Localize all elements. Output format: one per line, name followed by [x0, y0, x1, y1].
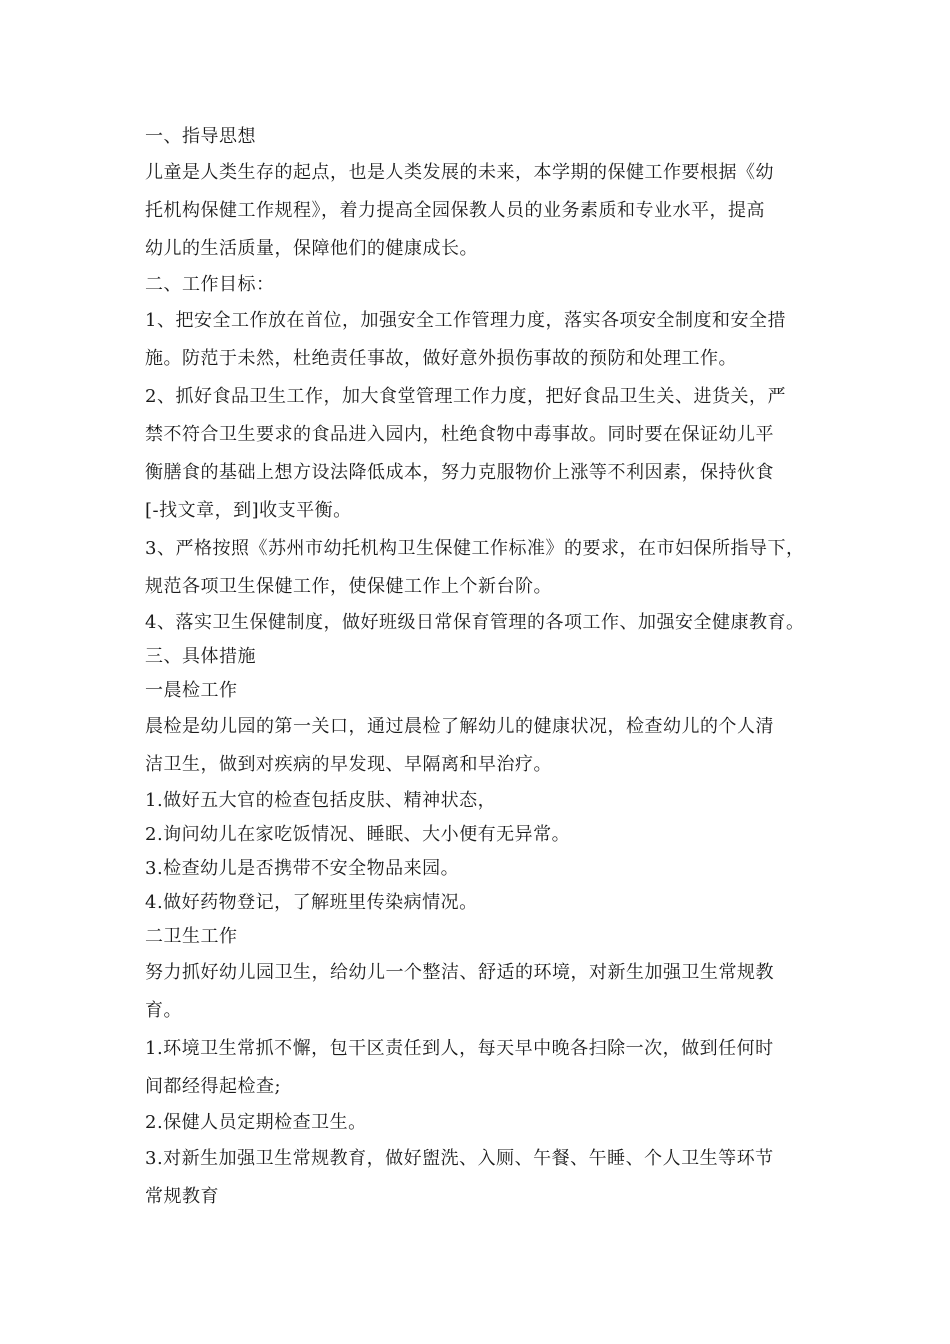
- paragraph-line: 规范各项卫生保健工作，使保健工作上个新台阶。: [145, 576, 552, 597]
- hygiene-item-2: 2.保健人员定期检查卫生。: [145, 1112, 367, 1133]
- paragraph-line: 3、严格按照《苏州市幼托机构卫生保健工作标准》的要求，在市妇保所指导下，: [145, 538, 805, 559]
- paragraph-line: 洁卫生，做到对疾病的早发现、早隔离和早治疗。: [145, 754, 552, 775]
- paragraph-line: 施。防范于未然，杜绝责任事故，做好意外损伤事故的预防和处理工作。: [145, 348, 737, 369]
- goal-item-1: [145, 302, 825, 378]
- paragraph-line: 晨检是幼儿园的第一关口，通过晨检了解幼儿的健康状况，检查幼儿的个人清: [145, 716, 774, 737]
- list-item: 3.检查幼儿是否携带不安全物品来园。: [145, 858, 460, 879]
- paragraph-line: 间都经得起检查;: [145, 1076, 282, 1097]
- section-heading-work-goals: 二、工作目标：: [145, 274, 275, 295]
- paragraph-line: 常规教育: [145, 1186, 219, 1207]
- section-heading-measures: 三、具体措施: [145, 646, 256, 667]
- list-item: 2.询问幼儿在家吃饭情况、睡眠、大小便有无异常。: [145, 824, 571, 845]
- paragraph-line: 儿童是人类生存的起点，也是人类发展的未来，本学期的保健工作要根据《幼: [145, 162, 774, 183]
- subsection-heading-hygiene-work: 二卫生工作: [145, 926, 238, 947]
- paragraph-line: 1.环境卫生常抓不懈，包干区责任到人，每天早中晚各扫除一次，做到任何时: [145, 1038, 774, 1059]
- subsection-heading-morning-check: 一晨检工作: [145, 680, 238, 701]
- paragraph-hygiene-work: [145, 954, 825, 1030]
- section-heading-guiding-thought: 一、指导思想: [145, 126, 256, 147]
- paragraph-line: 努力抓好幼儿园卫生，给幼儿一个整洁、舒适的环境，对新生加强卫生常规教: [145, 962, 774, 983]
- document-page: [145, 120, 825, 1216]
- paragraph-line: 1、把安全工作放在首位，加强安全工作管理力度，落实各项安全制度和安全措: [145, 310, 786, 331]
- hygiene-item-3: [145, 1140, 825, 1216]
- paragraph-line: 3.对新生加强卫生常规教育，做好盥洗、入厕、午餐、午睡、个人卫生等环节: [145, 1148, 774, 1169]
- paragraph-morning-check: [145, 708, 825, 784]
- goal-item-4: 4、落实卫生保健制度，做好班级日常保育管理的各项工作、加强安全健康教育。: [145, 612, 805, 633]
- paragraph-line: 育。: [145, 1000, 182, 1021]
- goal-item-3: [145, 530, 825, 606]
- paragraph-line: 衡膳食的基础上想方设法降低成本，努力克服物价上涨等不利因素，保持伙食: [145, 462, 774, 483]
- goal-item-2: [145, 378, 825, 530]
- paragraph-line: 2、抓好食品卫生工作，加大食堂管理工作力度，把好食品卫生关、进货关，严: [145, 386, 786, 407]
- paragraph-guiding-thought: [145, 154, 825, 268]
- list-item: 4.做好药物登记，了解班里传染病情况。: [145, 892, 478, 913]
- list-item: 1.做好五大官的检查包括皮肤、精神状态，: [145, 790, 497, 811]
- paragraph-line: 托机构保健工作规程》，着力提高全园保教人员的业务素质和专业水平，提高: [145, 200, 765, 221]
- paragraph-line: [-找文章，到]收支平衡。: [145, 500, 352, 521]
- morning-check-list: [145, 784, 825, 920]
- paragraph-line: 幼儿的生活质量，保障他们的健康成长。: [145, 238, 478, 259]
- hygiene-item-1: [145, 1030, 825, 1106]
- paragraph-line: 禁不符合卫生要求的食品进入园内，杜绝食物中毒事故。同时要在保证幼儿平: [145, 424, 774, 445]
